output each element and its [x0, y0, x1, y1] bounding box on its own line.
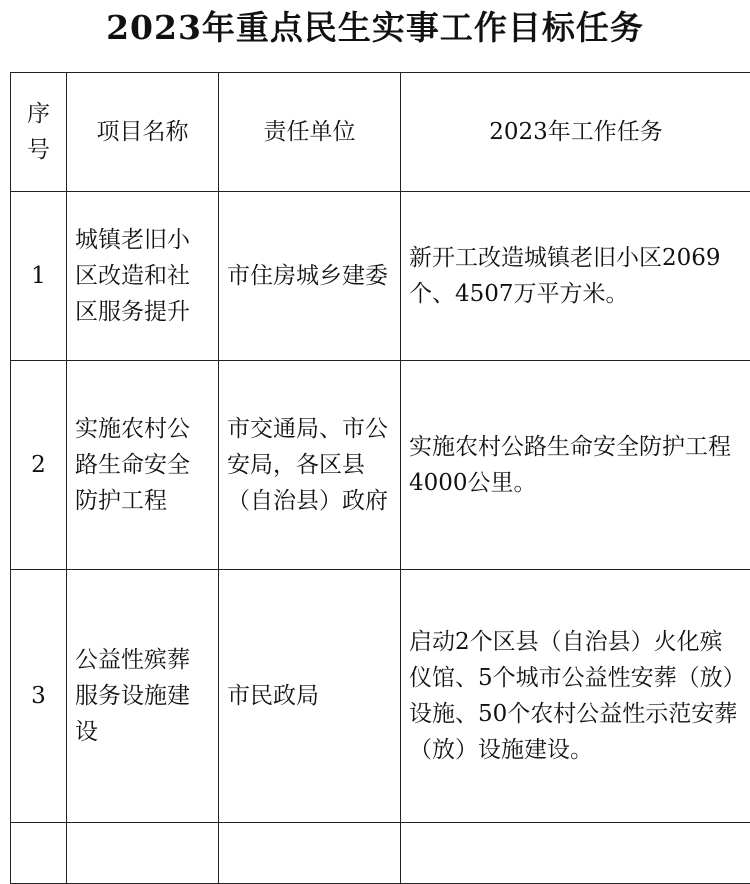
cell-empty — [401, 823, 750, 884]
header-work-task: 2023年工作任务 — [401, 73, 750, 192]
cell-responsible-unit: 市民政局 — [219, 570, 401, 823]
cell-project-name: 实施农村公路生命安全防护工程 — [67, 361, 219, 570]
table-row-partial — [11, 823, 750, 884]
cell-work-task: 启动2个区县（自治县）火化殡仪馆、5个城市公益性安葬（放）设施、50个农村公益性示范安葬（放）设施建设。 — [401, 570, 750, 823]
table-row — [11, 361, 750, 570]
cell-work-task: 实施农村公路生命安全防护工程4000公里。 — [401, 361, 750, 570]
cell-empty — [11, 823, 67, 884]
task-table — [10, 72, 750, 884]
header-serial-number: 序号 — [11, 73, 67, 192]
cell-project-name: 城镇老旧小区改造和社区服务提升 — [67, 192, 219, 361]
cell-serial-number: 3 — [11, 570, 67, 823]
document-title: 2023年重点民生实事工作目标任务 — [0, 8, 750, 48]
table-header-row — [11, 73, 750, 192]
header-project-name: 项目名称 — [67, 73, 219, 192]
cell-serial-number: 2 — [11, 361, 67, 570]
cell-empty — [219, 823, 401, 884]
cell-serial-number: 1 — [11, 192, 67, 361]
table-row — [11, 192, 750, 361]
table-row — [11, 570, 750, 823]
cell-responsible-unit: 市住房城乡建委 — [219, 192, 401, 361]
cell-project-name: 公益性殡葬服务设施建设 — [67, 570, 219, 823]
cell-work-task: 新开工改造城镇老旧小区2069个、4507万平方米。 — [401, 192, 750, 361]
cell-empty — [67, 823, 219, 884]
header-responsible-unit: 责任单位 — [219, 73, 401, 192]
cell-responsible-unit: 市交通局、市公安局，各区县（自治县）政府 — [219, 361, 401, 570]
